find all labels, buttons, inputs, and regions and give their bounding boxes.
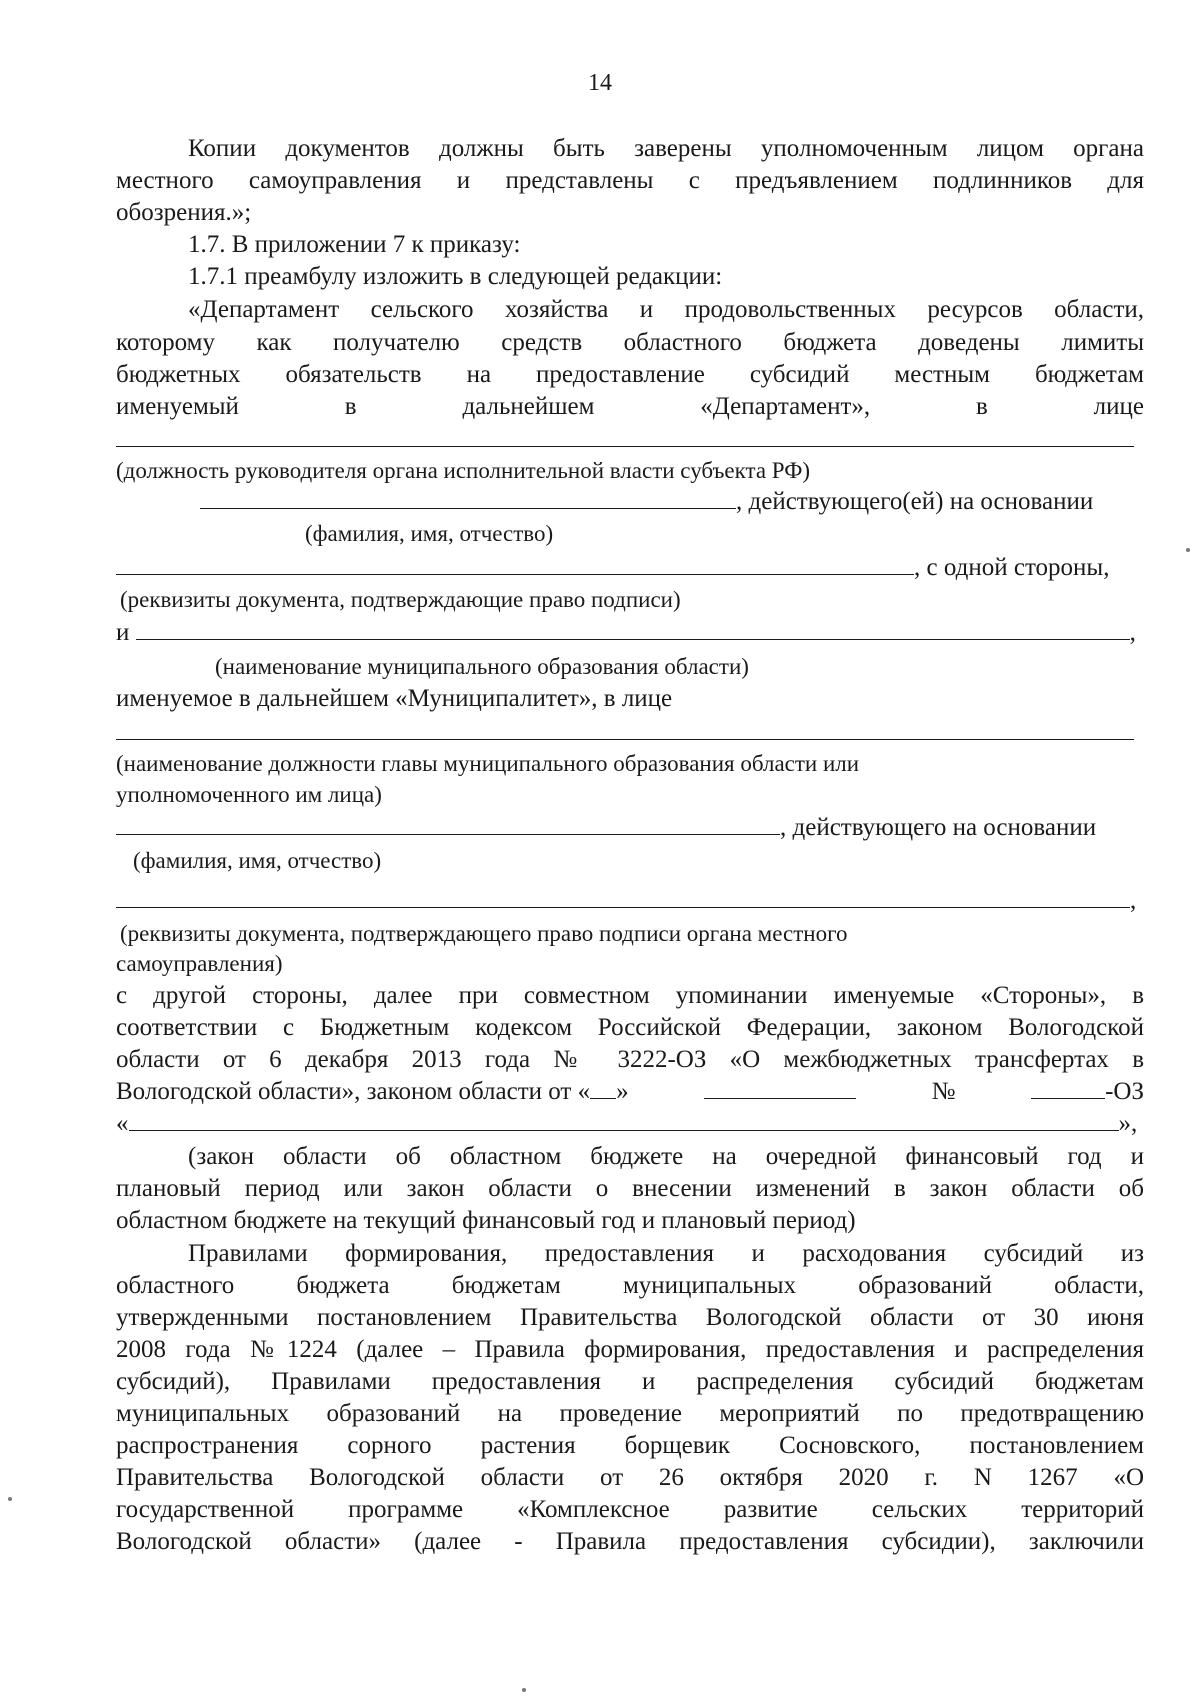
text-line: муниципальных образований на проведение мероприятий по предотвращению [116, 1400, 1144, 1427]
field-caption: (фамилия, имя, отчество) [133, 848, 382, 873]
text-line [116, 812, 1144, 844]
text-line: обозрения.»; [116, 199, 252, 226]
text-line: 1.7. В приложении 7 к приказу: [188, 231, 521, 258]
blank-field [136, 617, 1130, 640]
field-text: № [931, 1078, 956, 1105]
text-line [116, 552, 1144, 584]
blank-field [704, 1076, 856, 1099]
field-text: , с одной стороны, [914, 554, 1110, 581]
scan-speck [522, 1688, 526, 1692]
field-caption: (наименование должности главы муниципального образования области или [116, 751, 860, 776]
text-line: Правительства Вологодской области от 26 октября 2020 г. N 1267 «О [116, 1464, 1144, 1491]
blank-field [200, 486, 736, 509]
blank-field [116, 446, 1134, 447]
text-line [200, 486, 1144, 518]
text-line [116, 617, 1144, 649]
field-caption: (фамилия, имя, отчество) [305, 521, 554, 546]
field-text: , [1130, 887, 1137, 914]
field-text: , действующего(ей) на основании [736, 488, 1094, 515]
field-caption: уполномоченного им лица) [116, 782, 382, 807]
text-line [116, 885, 1144, 917]
field-text: « [116, 1110, 129, 1137]
text-line: Вологодской области» (далее - Правила предоставления субсидии), заключили [116, 1528, 1144, 1555]
text-line: Копии документов должны быть заверены уполномоченным лицом органа [188, 135, 1144, 162]
text-line: «Департамент сельского хозяйства и продовольственных ресурсов области, [188, 296, 1144, 323]
text-line: государственной программе «Комплексное развитие сельских территорий [116, 1496, 1144, 1523]
text-line: которому как получателю средств областного бюджета доведены лимиты [116, 329, 1144, 356]
field-caption: самоуправления) [116, 951, 283, 976]
field-text: Вологодской области», законом области от « » [116, 1078, 629, 1105]
text-line [116, 1108, 1144, 1140]
text-line: 2008 года №1224 (далее – Правила формирования, предоставления и распределения [116, 1336, 1144, 1363]
text-line: с другой стороны, далее при совместном упоминании именуемые «Стороны», в [116, 982, 1144, 1009]
text-line: областном бюджете на текущий финансовый год и плановый период) [116, 1207, 856, 1234]
text-line: 1.7.1 преамбулу изложить в следующей редакции: [188, 263, 723, 290]
field-text: и [116, 619, 130, 646]
field-text: , действующего на основании [780, 814, 1097, 841]
blank-field [116, 812, 780, 835]
field-caption: (должность руководителя органа исполнительной власти субъекта РФ) [116, 458, 811, 483]
text-line: местного самоуправления и представлены с предъявлением подлинников для [116, 167, 1144, 194]
text-line: именуемое в дальнейшем «Муниципалитет», в лице [116, 685, 673, 712]
text-line [116, 1076, 1144, 1108]
blank-field [116, 739, 1134, 740]
text-line: распространения сорного растения борщевик Сосновского, постановлением [116, 1432, 1144, 1459]
text-line: утвержденными постановлением Правительства Вологодской области от 30 июня [116, 1304, 1144, 1331]
field-text: , [1129, 619, 1136, 646]
blank-field [1031, 1076, 1105, 1099]
field-caption: (наименование муниципального образования области) [215, 654, 749, 679]
scan-speck [1186, 548, 1190, 552]
text-line: именуемый в дальнейшем «Департамент», в лице [116, 393, 1144, 420]
blank-field [129, 1108, 1119, 1131]
text-line: соответствии с Бюджетным кодексом Российской Федерации, законом Вологодской [116, 1014, 1144, 1041]
text-line: (закон области об областном бюджете на очередной финансовый год и [188, 1143, 1144, 1170]
blank-field [116, 552, 914, 575]
blank-field [590, 1076, 616, 1099]
field-text: », [1118, 1110, 1138, 1137]
field-caption: (реквизиты документа, подтверждающие право подписи) [120, 587, 681, 612]
text-line: плановый период или закон области о внесении изменений в закон области об [116, 1175, 1144, 1202]
field-text: -ОЗ [1031, 1076, 1144, 1108]
text-line: Правилами формирования, предоставления и расходования субсидий из [188, 1240, 1144, 1267]
page-number: 14 [588, 70, 612, 96]
text-line: областного бюджета бюджетам муниципальных образований области, [116, 1272, 1144, 1299]
scan-speck [8, 1497, 12, 1501]
field-caption: (реквизиты документа, подтверждающего право подписи органа местного [120, 921, 848, 946]
blank-field [116, 885, 1130, 908]
text-line: бюджетных обязательств на предоставление субсидий местным бюджетам [116, 361, 1144, 388]
text-line: субсидий), Правилами предоставления и распределения субсидий бюджетам [116, 1368, 1144, 1395]
text-line: области от 6 декабря 2013 года № 3222-ОЗ «О межбюджетных трансфертах в [116, 1046, 1144, 1073]
